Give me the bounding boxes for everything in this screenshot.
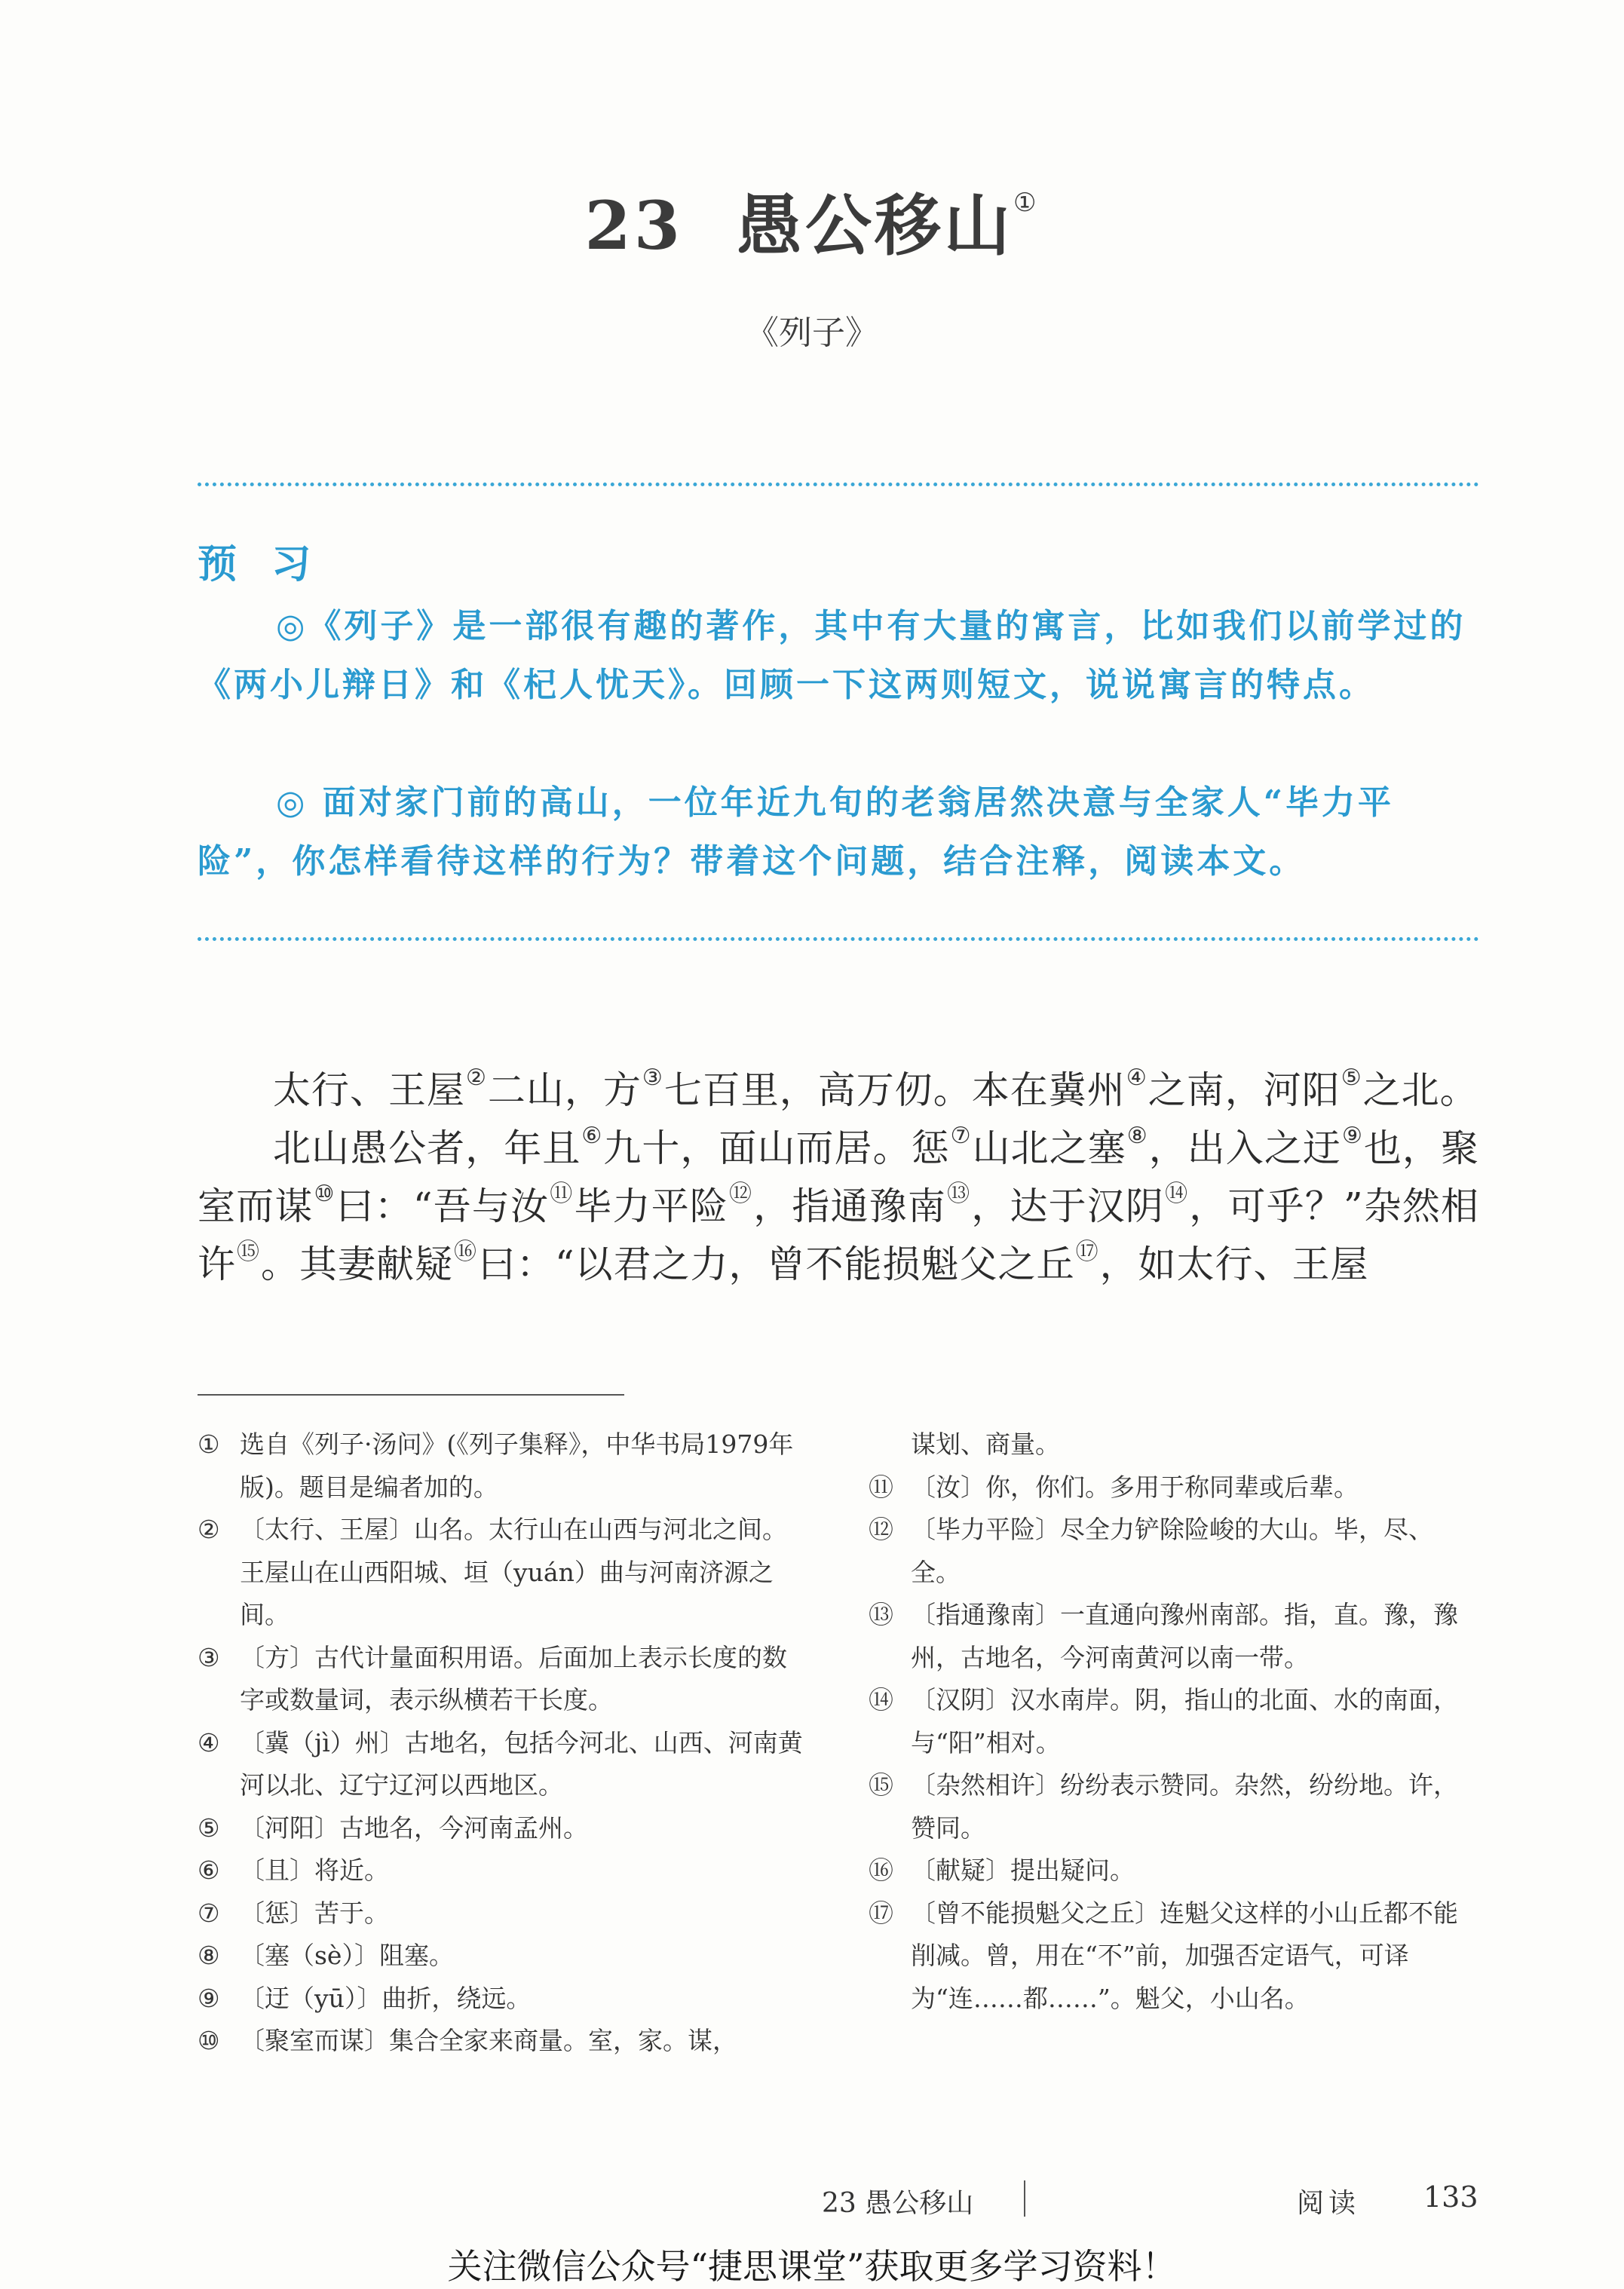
footnote	[198, 1978, 808, 2021]
footnote-mark: ④	[198, 1727, 220, 1757]
note-marker: ⑤	[1341, 1065, 1362, 1091]
text-run: 山北之塞	[972, 1126, 1126, 1170]
footer-section: 阅读	[1297, 2188, 1361, 2219]
text-run: 北山愚公者，年且	[273, 1126, 581, 1170]
text-run: ，如太行、王屋	[1099, 1243, 1369, 1286]
footnote-rule	[198, 1394, 624, 1396]
preview-item-2: ◎ 面对家门前的高山，一位年近九旬的老翁居然决意与全家人“毕力平险”，你怎样看待这样的行为？带着这个问题，结合注释，阅读本文。	[198, 783, 1395, 881]
footnote-mark: ⑮	[869, 1770, 893, 1800]
note-marker: ③	[642, 1065, 663, 1091]
footnote-mark: ⑯	[869, 1855, 893, 1885]
text-run: 二山，方	[487, 1068, 642, 1112]
footnote	[198, 2020, 808, 2063]
footnote-text: 〔且〕将近。	[240, 1855, 389, 1885]
footnote-mark: ⑥	[198, 1855, 220, 1885]
note-marker: ⑧	[1126, 1123, 1148, 1149]
footnote-text: 〔聚室而谋〕集合全家来商量。室，家。谋，	[240, 2026, 737, 2055]
footnotes-right-column	[869, 1423, 1481, 2020]
note-marker: ⑩	[314, 1181, 336, 1207]
preview-bottom-divider	[198, 937, 1479, 941]
page-number: 133	[1423, 2180, 1478, 2214]
footnote	[198, 1807, 808, 1850]
footnote	[869, 1764, 1481, 1849]
text-run: 。其妻献疑	[261, 1243, 453, 1286]
lesson-number: 23	[584, 186, 683, 265]
footnote-text: 〔汝〕你，你们。多用于称同辈或后辈。	[911, 1472, 1359, 1502]
footnote-mark: ⑩	[198, 2026, 220, 2055]
text-run: 曰：“以君之力，曾不能损魁父之丘	[478, 1243, 1075, 1286]
footnote-text: 〔塞（sè）〕阻塞。	[240, 1941, 454, 1970]
footnote	[869, 1466, 1481, 1509]
footnote	[198, 1423, 808, 1509]
footnote-text: 〔汉阴〕汉水南岸。阴，指山的北面、水的南面，与“阳”相对。	[911, 1685, 1458, 1757]
footnote-text: 〔冀（jì）州〕古地名，包括今河北、山西、河南黄河以北、辽宁辽河以西地区。	[240, 1727, 803, 1800]
text-run: 曰：“吾与汝	[336, 1184, 550, 1228]
footnote-mark: ⑭	[869, 1685, 893, 1714]
footnote	[198, 1849, 808, 1892]
text-run: 也，聚室而谋	[198, 1126, 1479, 1228]
note-marker: ⑫	[729, 1181, 753, 1207]
lesson-title	[0, 173, 1624, 268]
paragraph-1	[198, 1062, 1479, 1120]
main-text	[198, 1062, 1479, 1294]
footnote-mark: ⑪	[869, 1472, 893, 1502]
text-run: ，可乎？”杂然相许	[198, 1184, 1480, 1286]
footnote-text: 〔曾不能损魁父之丘〕连魁父这样的小山丘都不能削减。曾，用在“不”前，加强否定语气，可译为“连……都……”。魁父，小山名。	[911, 1898, 1458, 2013]
note-marker: ⑰	[1075, 1239, 1099, 1265]
text-run: 之北。	[1362, 1068, 1478, 1112]
footnote-continuation: 谋划、商量。	[911, 1429, 1060, 1459]
note-marker: ⑭	[1165, 1181, 1189, 1207]
footnote-mark: ⑨	[198, 1983, 220, 2013]
footnote	[869, 1594, 1481, 1679]
footnotes-left-column	[198, 1423, 808, 2063]
footnote	[198, 1935, 808, 1978]
note-marker: ④	[1126, 1065, 1148, 1091]
footer-lesson: 23 愚公移山	[822, 2188, 974, 2219]
note-marker: ⑬	[947, 1181, 971, 1207]
footnote-mark: ①	[198, 1429, 220, 1459]
text-run: 毕力平险	[574, 1184, 729, 1228]
note-marker: ⑥	[581, 1123, 603, 1149]
text-run: ，指通豫南	[753, 1184, 947, 1228]
footnote	[198, 1892, 808, 1935]
note-marker: ⑨	[1341, 1123, 1363, 1149]
text-run: ，出入之迂	[1148, 1126, 1341, 1170]
footnote-text: 〔献疑〕提出疑问。	[911, 1855, 1135, 1885]
footnote	[198, 1722, 808, 1807]
note-marker: ⑯	[454, 1239, 477, 1265]
footnote-mark: ⑬	[869, 1600, 893, 1629]
footnote-mark: ⑤	[198, 1813, 220, 1843]
paragraph-2	[198, 1120, 1479, 1294]
footnote-mark: ⑰	[869, 1898, 893, 1928]
footnote	[198, 1509, 808, 1637]
footnote-text: 〔太行、王屋〕山名。太行山在山西与河北之间。王屋山在山西阳城、垣（yuán）曲与河南济源之间。	[240, 1515, 787, 1629]
text-run: 太行、王屋	[273, 1068, 465, 1112]
note-marker: ②	[466, 1065, 487, 1091]
footnote-text: 〔方〕古代计量面积用语。后面加上表示长度的数字或数量词，表示纵横若干长度。	[240, 1642, 787, 1714]
footnote	[869, 1849, 1481, 1892]
footnote-text: 〔杂然相许〕纷纷表示赞同。杂然，纷纷地。许，赞同。	[911, 1770, 1458, 1843]
text-run: 之南，河阳	[1148, 1068, 1341, 1112]
footnote-mark: ②	[198, 1515, 220, 1544]
preview-heading: 预 习	[198, 541, 322, 587]
text-run: ，达于汉阴	[971, 1184, 1165, 1228]
footnote-mark: ③	[198, 1642, 220, 1672]
footnote	[869, 1679, 1481, 1764]
source-title: 《列子》	[746, 314, 878, 352]
footnote-text: 〔河阳〕古地名，今河南孟州。	[240, 1813, 588, 1843]
text-run: 九十，面山而居。惩	[603, 1126, 950, 1170]
footnote-text: 〔指通豫南〕一直通向豫州南部。指，直。豫，豫州，古地名，今河南黄河以南一带。	[911, 1600, 1458, 1672]
footnote-text: 〔迂（yū）〕曲折，绕远。	[240, 1983, 532, 2013]
lesson-title-text: 愚公移山	[735, 186, 1013, 265]
footnote	[869, 1509, 1481, 1594]
title-footnote-mark: ①	[1013, 188, 1040, 218]
promo-banner: 关注微信公众号“捷思课堂”获取更多学习资料！	[447, 2246, 1177, 2287]
footnote-text: 选自《列子·汤问》(《列子集释》，中华书局1979年版)。题目是编者加的。	[240, 1429, 794, 1502]
note-marker: ⑪	[550, 1181, 574, 1207]
footnote-text: 〔惩〕苦于。	[240, 1898, 389, 1928]
footnote-mark: ⑧	[198, 1941, 220, 1970]
footnote	[869, 1892, 1481, 2021]
preview-item-1: ◎《列子》是一部很有趣的著作，其中有大量的寓言，比如我们以前学过的《两小儿辩日》和《杞人忧天》。回顾一下这两则短文，说说寓言的特点。	[198, 607, 1466, 704]
note-marker: ⑦	[950, 1123, 972, 1149]
footnote	[198, 1637, 808, 1722]
note-marker: ⑮	[237, 1239, 260, 1265]
preview-top-divider	[198, 483, 1479, 486]
footer-separator	[1024, 2180, 1025, 2217]
footnote-mark: ⑦	[198, 1898, 220, 1928]
text-run: 七百里，高万仞。本在冀州	[663, 1068, 1126, 1112]
footnote-mark: ⑫	[869, 1515, 893, 1544]
footnote-text: 〔毕力平险〕尽全力铲除险峻的大山。毕，尽、全。	[911, 1515, 1433, 1587]
